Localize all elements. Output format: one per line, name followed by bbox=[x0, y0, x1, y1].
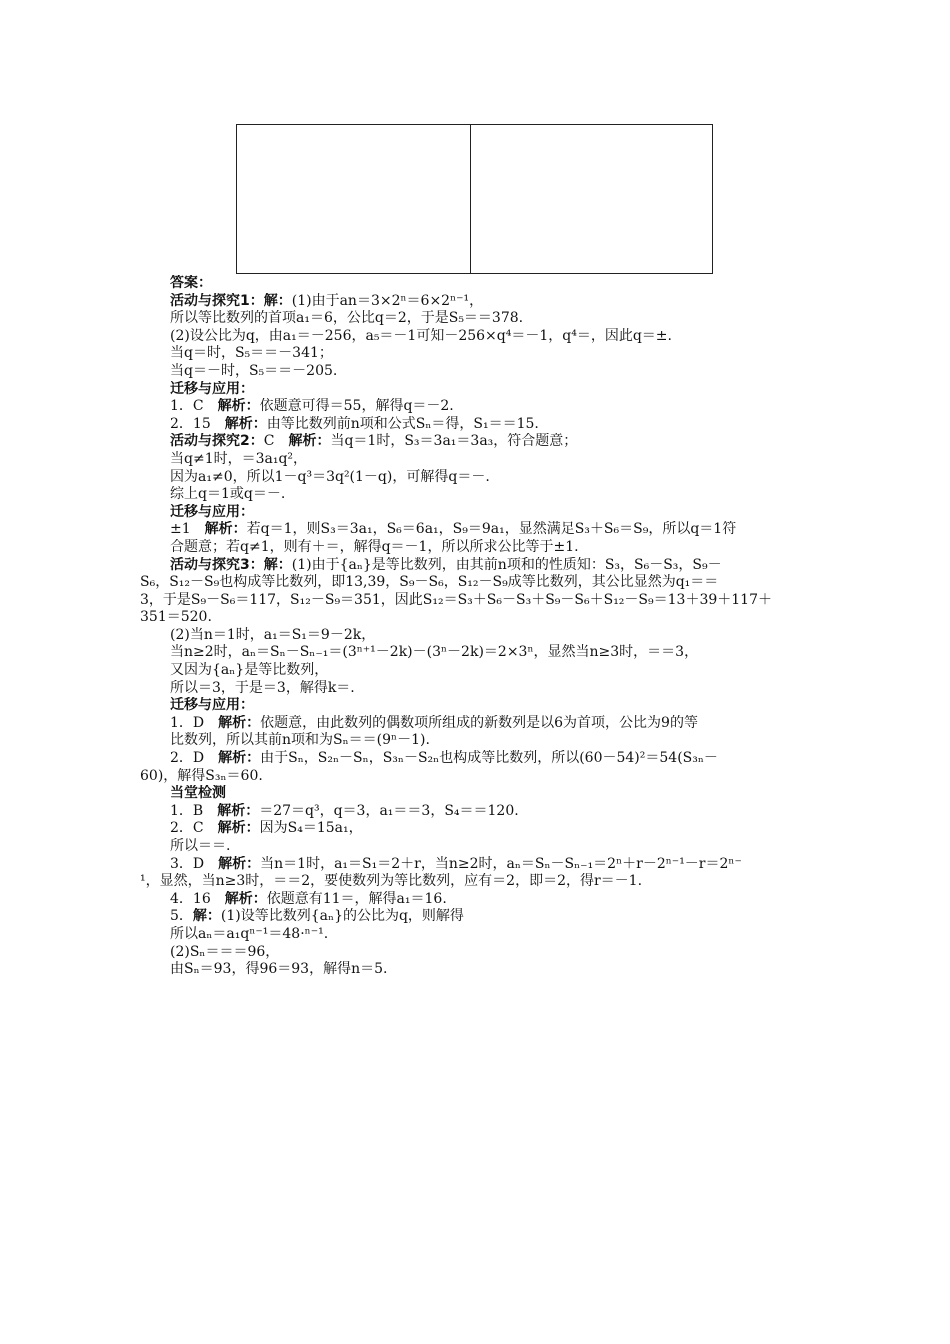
text-line bbox=[170, 750, 815, 768]
answer-lines bbox=[140, 292, 815, 979]
line-label: 活动与探究1：解： bbox=[170, 292, 292, 309]
line-text: (1)设等比数列{aₙ}的公比为q，则解得 bbox=[220, 908, 464, 925]
line-label: 解析： bbox=[217, 820, 260, 837]
line-label: 解： bbox=[192, 908, 221, 925]
line-label: 解析： bbox=[288, 433, 331, 450]
table-cell-right bbox=[471, 125, 712, 273]
text-line bbox=[170, 803, 815, 821]
line-text: ＝27＝q³，q＝3，a₁＝＝3，S₄＝＝120. bbox=[259, 802, 519, 819]
text-line: 所以＝3，于是＝3，解得k＝. bbox=[170, 679, 355, 696]
line-prefix: ±1 bbox=[170, 521, 205, 538]
line-prefix: C bbox=[263, 433, 289, 450]
line-text: 由等比数列前n项和公式Sₙ＝得，S₁＝＝15. bbox=[266, 415, 539, 432]
text-line bbox=[170, 856, 815, 874]
line-prefix: 1．B bbox=[170, 802, 218, 819]
text-line: 合题意；若q≠1，则有＋＝，解得q＝－1，所以所求公比等于±1. bbox=[170, 538, 579, 555]
text-line bbox=[170, 891, 815, 909]
text-line: 所以＝＝. bbox=[170, 838, 231, 854]
text-line: 351＝520. bbox=[140, 609, 212, 626]
line-text: 当q＝1时，S₃＝3a₁＝3a₃，符合题意； bbox=[330, 433, 578, 450]
text-line: ¹，显然，当n≥3时，＝＝2，要使数列为等比数列，应有＝2，即＝2，得r＝－1. bbox=[140, 873, 643, 890]
text-line: 因为a₁≠0，所以1－q³＝3q²(1－q)，可解得q＝－. bbox=[170, 468, 490, 485]
text-line bbox=[170, 416, 815, 434]
line-label: 解析： bbox=[217, 398, 260, 415]
line-text: 依题意，由此数列的偶数项所组成的新数列是以6为首项，公比为9的等 bbox=[260, 714, 698, 731]
section-heading: 当堂检测 bbox=[170, 785, 226, 802]
text-line bbox=[170, 908, 815, 926]
text-line: 所以aₙ＝a₁qⁿ⁻¹＝48·ⁿ⁻¹. bbox=[170, 925, 329, 942]
line-prefix: 2．15 bbox=[170, 415, 225, 432]
line-label: 解析： bbox=[224, 415, 267, 432]
line-label: 解析： bbox=[218, 750, 261, 767]
line-text: 依题意有11＝，解得a₁＝16. bbox=[266, 890, 447, 907]
section-heading: 迁移与应用： bbox=[170, 697, 254, 714]
text-line bbox=[170, 433, 815, 451]
line-text: (1)由于an＝3×2ⁿ＝6×2ⁿ⁻¹， bbox=[291, 292, 484, 309]
line-text: 由于Sₙ，S₂ₙ－Sₙ，S₃ₙ－S₂ₙ也构成等比数列，所以(60－54)²＝54(S₃ₙ－ bbox=[260, 750, 718, 767]
text-line bbox=[170, 398, 815, 416]
text-line: 当q＝－时，S₅＝＝－205. bbox=[170, 362, 338, 379]
text-line: 比数列，所以其前n项和为Sₙ＝＝(9ⁿ－1). bbox=[170, 732, 430, 749]
table-cell-left bbox=[237, 125, 471, 273]
section-heading: 迁移与应用： bbox=[170, 503, 254, 520]
text-line bbox=[170, 715, 815, 733]
text-line: S₆，S₁₂－S₉也构成等比数列，即13,39，S₉－S₆，S₁₂－S₉成等比数列，其公比显然为q₁＝＝ bbox=[140, 574, 719, 591]
text-line: (2)设公比为q，由a₁＝－256，a₅＝－1可知－256×q⁴＝－1，q⁴＝，因此q＝±. bbox=[170, 327, 672, 344]
line-prefix: 1．D bbox=[170, 714, 219, 731]
line-label: 解析： bbox=[224, 890, 267, 907]
answer-heading: 答案： bbox=[170, 275, 212, 291]
text-line: 3，于是S₉－S₆＝117，S₁₂－S₉＝351，因此S₁₂＝S₃＋S₆－S₃＋S₉－S₆＋S₁₂－S₉＝13＋39＋117＋ bbox=[140, 591, 772, 608]
text-line bbox=[170, 820, 815, 838]
line-text: 若q＝1，则S₃＝3a₁，S₆＝6a₁，S₉＝9a₁，显然满足S₃＋S₆＝S₉，所以q＝1符 bbox=[246, 521, 737, 538]
text-line: 所以等比数列的首项a₁＝6，公比q＝2，于是S₅＝＝378. bbox=[170, 310, 524, 327]
text-line bbox=[170, 521, 815, 539]
line-text: (1)由于{aₙ}是等比数列，由其前n项和的性质知：S₃，S₆－S₃，S₉－ bbox=[291, 556, 722, 573]
text-line: 当q≠1时，＝3a₁q²， bbox=[170, 450, 308, 467]
text-line: 又因为{aₙ}是等比数列， bbox=[170, 662, 329, 679]
text-line: 60)，解得S₃ₙ＝60. bbox=[140, 767, 263, 784]
answer-content bbox=[140, 275, 815, 979]
line-label: 活动与探究2： bbox=[170, 433, 264, 450]
line-label: 活动与探究3：解： bbox=[170, 556, 292, 573]
empty-table bbox=[236, 124, 713, 274]
line-prefix: 4．16 bbox=[170, 890, 225, 907]
text-line: 由Sₙ＝93，得96＝93，解得n＝5. bbox=[170, 961, 388, 978]
line-label: 解析： bbox=[204, 521, 247, 538]
text-line: 当n≥2时，aₙ＝Sₙ－Sₙ₋₁＝(3ⁿ⁺¹－2k)－(3ⁿ－2k)＝2×3ⁿ，显然当n≥3时，＝＝3， bbox=[170, 644, 699, 661]
line-prefix: 2．C bbox=[170, 820, 218, 837]
line-text: 当n＝1时，a₁＝S₁＝2＋r，当n≥2时，aₙ＝Sₙ－Sₙ₋₁＝2ⁿ＋r－2ⁿ⁻¹－r＝2ⁿ⁻ bbox=[260, 855, 742, 872]
section-heading: 迁移与应用： bbox=[170, 380, 254, 397]
text-line: 综上q＝1或q＝－. bbox=[170, 486, 286, 503]
text-line bbox=[170, 293, 815, 311]
line-label: 解析： bbox=[218, 855, 261, 872]
line-text: 因为S₄＝15a₁， bbox=[259, 820, 363, 837]
text-line: (2)当n＝1时，a₁＝S₁＝9－2k， bbox=[170, 626, 376, 643]
line-prefix: 5． bbox=[170, 908, 193, 925]
line-text: 依题意可得＝55，解得q＝－2. bbox=[259, 398, 454, 415]
line-prefix: 3．D bbox=[170, 855, 219, 872]
line-prefix: 1．C bbox=[170, 398, 218, 415]
text-line bbox=[170, 557, 815, 575]
text-line: (2)Sₙ＝＝＝96， bbox=[170, 943, 280, 960]
text-line: 当q＝时，S₅＝＝－341； bbox=[170, 345, 333, 362]
line-prefix: 2．D bbox=[170, 750, 219, 767]
line-label: 解析： bbox=[217, 802, 260, 819]
line-label: 解析： bbox=[218, 714, 261, 731]
